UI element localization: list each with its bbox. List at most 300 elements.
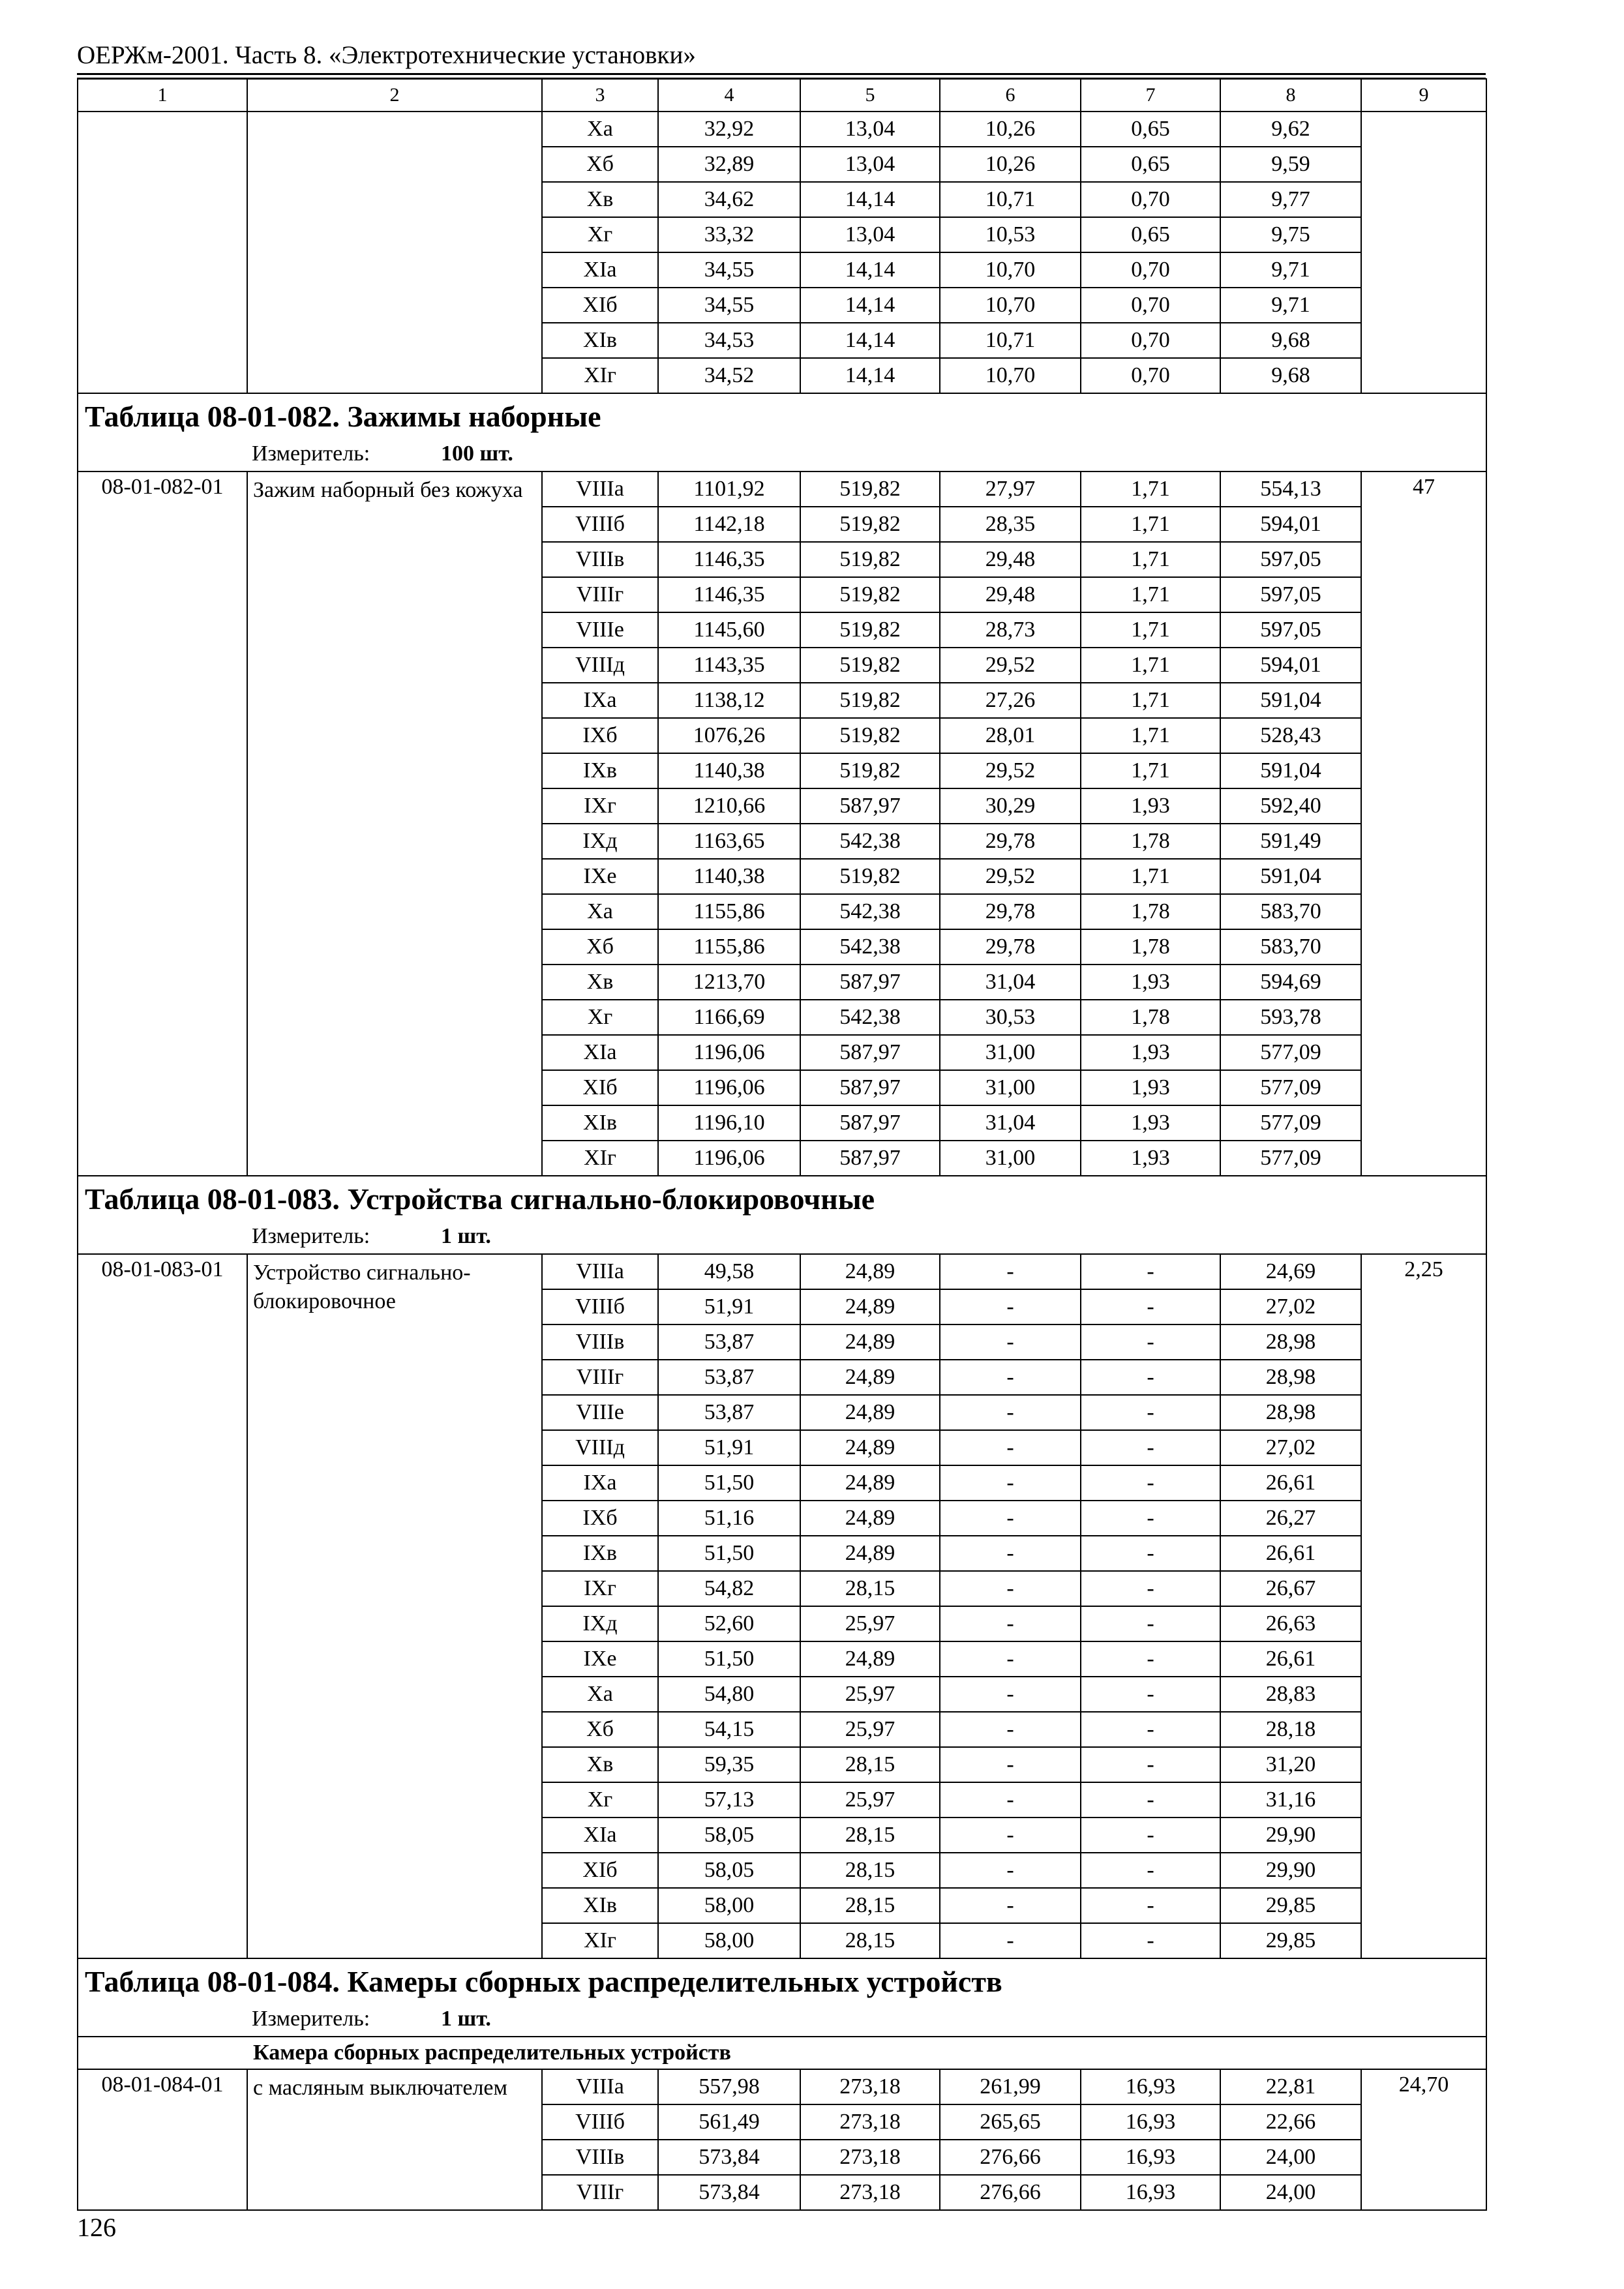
zone-cell: XIг [542,358,658,393]
value-cell-c7: 0,70 [1081,288,1220,323]
value-cell-c7: 1,71 [1081,753,1220,788]
value-cell-c7: 1,93 [1081,788,1220,824]
rates-table [77,78,1487,2211]
value-cell-c5: 25,97 [800,1606,940,1641]
value-cell-c5: 25,97 [800,1712,940,1747]
zone-cell: XIб [542,1070,658,1105]
column-number-row [78,79,1486,112]
table-row [78,2069,1486,2104]
zone-cell: IXб [542,718,658,753]
zone-cell: VIIIд [542,648,658,683]
value-cell-c7: 1,71 [1081,718,1220,753]
measure-line [85,1222,1486,1253]
table-title-cell [78,393,1486,471]
value-cell-c4: 1138,12 [658,683,800,718]
value-cell-c8: 24,00 [1220,2140,1361,2175]
value-cell-c5: 28,15 [800,1818,940,1853]
value-cell-c8: 26,67 [1220,1571,1361,1606]
value-cell-c5: 24,89 [800,1641,940,1677]
value-cell-c8: 26,61 [1220,1536,1361,1571]
name-cell-empty [247,112,542,393]
value-cell-c5: 14,14 [800,252,940,288]
zone-cell: IXа [542,683,658,718]
value-cell-c4: 51,91 [658,1430,800,1465]
value-cell-c6: - [940,1818,1081,1853]
value-cell-c4: 51,91 [658,1289,800,1324]
value-cell-c8: 29,90 [1220,1818,1361,1853]
header-rule [77,73,1486,75]
value-cell-c6: - [940,1712,1081,1747]
zone-cell: IXб [542,1501,658,1536]
value-cell-c5: 13,04 [800,217,940,252]
value-cell-c4: 59,35 [658,1747,800,1782]
value-cell-c8: 597,05 [1220,612,1361,648]
value-cell-c4: 32,92 [658,112,800,147]
zone-cell: Xа [542,112,658,147]
value-cell-c5: 25,97 [800,1677,940,1712]
value-cell-c7: 1,93 [1081,1141,1220,1176]
zone-cell: IXд [542,1606,658,1641]
value-cell-c4: 58,00 [658,1888,800,1923]
zone-cell: VIIIд [542,1430,658,1465]
value-cell-c8: 577,09 [1220,1035,1361,1070]
value-cell-c6: 10,70 [940,252,1081,288]
value-cell-c6: 30,29 [940,788,1081,824]
zone-cell: IXе [542,1641,658,1677]
measure-label: Измеритель: [252,441,370,466]
page-header: ОЕРЖм-2001. Часть 8. «Электротехнические установки» [77,41,696,69]
rate-code: 08-01-082-01 [78,471,247,1176]
measure-value: 100 шт. [441,441,513,466]
col9-value: 47 [1361,471,1486,1176]
value-cell-c6: - [940,1536,1081,1571]
zone-cell: IXе [542,859,658,894]
table-row [78,1254,1486,1289]
value-cell-c7: 1,93 [1081,1035,1220,1070]
value-cell-c6: 276,66 [940,2140,1081,2175]
value-cell-c6: 27,97 [940,471,1081,507]
value-cell-c6: - [940,1853,1081,1888]
value-cell-c8: 26,63 [1220,1606,1361,1641]
value-cell-c8: 9,71 [1220,288,1361,323]
value-cell-c4: 1155,86 [658,894,800,929]
value-cell-c4: 34,52 [658,358,800,393]
value-cell-c7: - [1081,1571,1220,1606]
value-cell-c8: 28,98 [1220,1324,1361,1360]
zone-cell: VIIIб [542,2104,658,2140]
value-cell-c5: 273,18 [800,2069,940,2104]
zone-cell: IXг [542,788,658,824]
value-cell-c7: 0,65 [1081,147,1220,182]
value-cell-c7: - [1081,1289,1220,1324]
value-cell-c5: 24,89 [800,1324,940,1360]
column-number-cell: 9 [1361,79,1486,112]
value-cell-c6: - [940,1465,1081,1501]
value-cell-c4: 52,60 [658,1606,800,1641]
zone-cell: IXд [542,824,658,859]
value-cell-c5: 519,82 [800,507,940,542]
value-cell-c4: 53,87 [658,1360,800,1395]
value-cell-c5: 587,97 [800,1105,940,1141]
column-number-cell: 3 [542,79,658,112]
value-cell-c6: 31,00 [940,1035,1081,1070]
value-cell-c7: - [1081,1395,1220,1430]
zone-cell: Xа [542,1677,658,1712]
zone-cell: XIа [542,1035,658,1070]
value-cell-c7: 1,78 [1081,824,1220,859]
value-cell-c8: 593,78 [1220,1000,1361,1035]
value-cell-c4: 51,50 [658,1641,800,1677]
value-cell-c8: 27,02 [1220,1430,1361,1465]
value-cell-c5: 24,89 [800,1430,940,1465]
table-title-row [78,1958,1486,2037]
column-number-cell: 8 [1220,79,1361,112]
column-number-cell: 2 [247,79,542,112]
value-cell-c7: - [1081,1677,1220,1712]
value-cell-c7: 0,70 [1081,182,1220,217]
value-cell-c7: 1,78 [1081,894,1220,929]
value-cell-c6: - [940,1254,1081,1289]
value-cell-c7: 16,93 [1081,2104,1220,2140]
value-cell-c6: 28,73 [940,612,1081,648]
value-cell-c7: - [1081,1324,1220,1360]
value-cell-c6: 29,78 [940,929,1081,965]
value-cell-c7: 0,65 [1081,217,1220,252]
value-cell-c5: 273,18 [800,2104,940,2140]
value-cell-c7: 16,93 [1081,2140,1220,2175]
zone-cell: IXв [542,753,658,788]
zone-cell: VIIIв [542,1324,658,1360]
value-cell-c7: - [1081,1501,1220,1536]
col9-cell-empty [1361,112,1486,393]
value-cell-c6: 10,70 [940,358,1081,393]
value-cell-c4: 58,05 [658,1818,800,1853]
value-cell-c4: 557,98 [658,2069,800,2104]
value-cell-c4: 1140,38 [658,753,800,788]
value-cell-c4: 54,80 [658,1677,800,1712]
value-cell-c5: 587,97 [800,1070,940,1105]
zone-cell: VIIIа [542,2069,658,2104]
value-cell-c5: 14,14 [800,323,940,358]
value-cell-c5: 24,89 [800,1254,940,1289]
zone-cell: VIIIг [542,1360,658,1395]
zone-cell: XIг [542,1141,658,1176]
value-cell-c4: 33,32 [658,217,800,252]
value-cell-c8: 591,49 [1220,824,1361,859]
value-cell-c5: 24,89 [800,1360,940,1395]
value-cell-c5: 542,38 [800,894,940,929]
value-cell-c7: - [1081,1747,1220,1782]
measure-value: 1 шт. [441,2007,491,2031]
value-cell-c4: 54,15 [658,1712,800,1747]
value-cell-c7: 1,71 [1081,683,1220,718]
value-cell-c7: - [1081,1465,1220,1501]
value-cell-c6: 10,53 [940,217,1081,252]
value-cell-c8: 26,61 [1220,1641,1361,1677]
measure-label: Измеритель: [252,1224,370,1248]
value-cell-c4: 34,55 [658,252,800,288]
measure-label: Измеритель: [252,2007,370,2031]
table-title: Таблица 08-01-084. Камеры сборных распределительных устройств [85,1965,1002,1998]
value-cell-c8: 31,16 [1220,1782,1361,1818]
value-cell-c6: 31,04 [940,1105,1081,1141]
value-cell-c5: 519,82 [800,542,940,577]
value-cell-c8: 24,00 [1220,2175,1361,2210]
value-cell-c4: 573,84 [658,2140,800,2175]
value-cell-c8: 591,04 [1220,859,1361,894]
value-cell-c6: - [940,1430,1081,1465]
zone-cell: XIв [542,1888,658,1923]
value-cell-c8: 22,81 [1220,2069,1361,2104]
value-cell-c6: 261,99 [940,2069,1081,2104]
value-cell-c8: 577,09 [1220,1105,1361,1141]
zone-cell: Xг [542,1000,658,1035]
value-cell-c7: 0,70 [1081,323,1220,358]
zone-cell: VIIIб [542,507,658,542]
value-cell-c7: - [1081,1853,1220,1888]
value-cell-c5: 587,97 [800,965,940,1000]
value-cell-c5: 519,82 [800,859,940,894]
rates-table-container [77,78,1486,2211]
value-cell-c8: 591,04 [1220,753,1361,788]
value-cell-c5: 28,15 [800,1747,940,1782]
zone-cell: XIг [542,1923,658,1958]
col9-value: 24,70 [1361,2069,1486,2210]
value-cell-c4: 1155,86 [658,929,800,965]
value-cell-c7: 0,65 [1081,112,1220,147]
value-cell-c5: 519,82 [800,648,940,683]
value-cell-c7: 1,93 [1081,965,1220,1000]
value-cell-c4: 53,87 [658,1324,800,1360]
value-cell-c7: - [1081,1254,1220,1289]
value-cell-c4: 1101,92 [658,471,800,507]
column-number-cell: 4 [658,79,800,112]
value-cell-c5: 519,82 [800,753,940,788]
measure-value: 1 шт. [441,1224,491,1248]
code-cell-empty [78,112,247,393]
zone-cell: Xа [542,894,658,929]
value-cell-c8: 577,09 [1220,1141,1361,1176]
value-cell-c5: 14,14 [800,358,940,393]
rate-name: Зажим наборный без кожуха [247,471,542,1176]
value-cell-c4: 1145,60 [658,612,800,648]
value-cell-c7: 1,78 [1081,1000,1220,1035]
value-cell-c5: 13,04 [800,147,940,182]
value-cell-c8: 29,90 [1220,1853,1361,1888]
value-cell-c6: 10,71 [940,182,1081,217]
value-cell-c4: 1213,70 [658,965,800,1000]
zone-cell: VIIIе [542,1395,658,1430]
zone-cell: XIв [542,323,658,358]
zone-cell: Xб [542,147,658,182]
zone-cell: Xв [542,182,658,217]
value-cell-c4: 1166,69 [658,1000,800,1035]
zone-cell: Xв [542,1747,658,1782]
value-cell-c4: 53,87 [658,1395,800,1430]
value-cell-c4: 54,82 [658,1571,800,1606]
value-cell-c6: - [940,1289,1081,1324]
value-cell-c4: 34,53 [658,323,800,358]
table-title: Таблица 08-01-082. Зажимы наборные [85,400,601,433]
value-cell-c6: 29,52 [940,859,1081,894]
value-cell-c6: 29,78 [940,894,1081,929]
value-cell-c7: 1,71 [1081,859,1220,894]
column-number-cell: 5 [800,79,940,112]
value-cell-c8: 26,27 [1220,1501,1361,1536]
zone-cell: VIIIг [542,577,658,612]
value-cell-c4: 1146,35 [658,542,800,577]
value-cell-c5: 587,97 [800,1035,940,1070]
value-cell-c7: - [1081,1430,1220,1465]
zone-cell: Xг [542,1782,658,1818]
value-cell-c5: 519,82 [800,612,940,648]
value-cell-c7: - [1081,1606,1220,1641]
value-cell-c8: 9,68 [1220,323,1361,358]
value-cell-c8: 28,18 [1220,1712,1361,1747]
value-cell-c7: 1,71 [1081,507,1220,542]
value-cell-c8: 28,98 [1220,1395,1361,1430]
value-cell-c5: 24,89 [800,1395,940,1430]
value-cell-c8: 9,59 [1220,147,1361,182]
value-cell-c5: 519,82 [800,471,940,507]
value-cell-c8: 9,77 [1220,182,1361,217]
value-cell-c6: 29,52 [940,753,1081,788]
value-cell-c7: - [1081,1818,1220,1853]
value-cell-c6: 10,70 [940,288,1081,323]
value-cell-c7: - [1081,1923,1220,1958]
zone-cell: VIIIв [542,542,658,577]
rate-name: с масляным выключателем [247,2069,542,2210]
table-row [78,471,1486,507]
value-cell-c5: 519,82 [800,683,940,718]
value-cell-c8: 591,04 [1220,683,1361,718]
value-cell-c4: 49,58 [658,1254,800,1289]
value-cell-c6: 31,04 [940,965,1081,1000]
zone-cell: IXв [542,1536,658,1571]
column-number-cell: 6 [940,79,1081,112]
zone-cell: VIIIа [542,471,658,507]
value-cell-c8: 28,83 [1220,1677,1361,1712]
value-cell-c6: 31,00 [940,1141,1081,1176]
value-cell-c5: 28,15 [800,1888,940,1923]
table-title-row [78,393,1486,471]
value-cell-c4: 57,13 [658,1782,800,1818]
table-title: Таблица 08-01-083. Устройства сигнально-блокировочные [85,1182,875,1216]
value-cell-c4: 1076,26 [658,718,800,753]
value-cell-c4: 32,89 [658,147,800,182]
value-cell-c6: - [940,1677,1081,1712]
value-cell-c6: - [940,1606,1081,1641]
value-cell-c7: 1,71 [1081,542,1220,577]
value-cell-c4: 1196,06 [658,1035,800,1070]
value-cell-c7: - [1081,1888,1220,1923]
value-cell-c5: 25,97 [800,1782,940,1818]
value-cell-c7: 16,93 [1081,2069,1220,2104]
zone-cell: IXа [542,1465,658,1501]
value-cell-c8: 26,61 [1220,1465,1361,1501]
value-cell-c8: 24,69 [1220,1254,1361,1289]
zone-cell: XIб [542,1853,658,1888]
value-cell-c6: - [940,1747,1081,1782]
value-cell-c7: 16,93 [1081,2175,1220,2210]
value-cell-c5: 24,89 [800,1465,940,1501]
zone-cell: XIв [542,1105,658,1141]
value-cell-c4: 1196,10 [658,1105,800,1141]
value-cell-c8: 597,05 [1220,542,1361,577]
value-cell-c5: 542,38 [800,824,940,859]
zone-cell: Xб [542,1712,658,1747]
table-title-cell [78,1176,1486,1254]
value-cell-c8: 592,40 [1220,788,1361,824]
value-cell-c4: 51,50 [658,1536,800,1571]
value-cell-c8: 9,75 [1220,217,1361,252]
value-cell-c6: 29,78 [940,824,1081,859]
value-cell-c5: 28,15 [800,1571,940,1606]
value-cell-c8: 28,98 [1220,1360,1361,1395]
value-cell-c7: 1,71 [1081,471,1220,507]
value-cell-c7: 1,71 [1081,612,1220,648]
value-cell-c4: 58,05 [658,1853,800,1888]
subheading: Камера сборных распределительных устройств [78,2037,1486,2069]
value-cell-c5: 14,14 [800,288,940,323]
value-cell-c7: 1,71 [1081,648,1220,683]
zone-cell: VIIIв [542,2140,658,2175]
value-cell-c4: 51,16 [658,1501,800,1536]
value-cell-c6: 10,26 [940,147,1081,182]
value-cell-c7: - [1081,1536,1220,1571]
value-cell-c4: 51,50 [658,1465,800,1501]
value-cell-c4: 573,84 [658,2175,800,2210]
value-cell-c7: - [1081,1712,1220,1747]
value-cell-c7: 1,71 [1081,577,1220,612]
page-number: 126 [77,2213,116,2242]
value-cell-c8: 29,85 [1220,1923,1361,1958]
value-cell-c5: 24,89 [800,1501,940,1536]
zone-cell: VIIIе [542,612,658,648]
value-cell-c8: 577,09 [1220,1070,1361,1105]
table-title-cell [78,1958,1486,2037]
value-cell-c5: 542,38 [800,1000,940,1035]
value-cell-c7: 0,70 [1081,252,1220,288]
value-cell-c6: - [940,1888,1081,1923]
value-cell-c5: 273,18 [800,2140,940,2175]
value-cell-c5: 28,15 [800,1853,940,1888]
zone-cell: XIа [542,252,658,288]
value-cell-c4: 1146,35 [658,577,800,612]
value-cell-c4: 1142,18 [658,507,800,542]
value-cell-c6: 29,52 [940,648,1081,683]
value-cell-c6: - [940,1360,1081,1395]
value-cell-c6: 31,00 [940,1070,1081,1105]
value-cell-c5: 24,89 [800,1536,940,1571]
value-cell-c4: 1196,06 [658,1070,800,1105]
zone-cell: VIIIг [542,2175,658,2210]
value-cell-c7: - [1081,1641,1220,1677]
zone-cell: VIIIа [542,1254,658,1289]
value-cell-c6: 28,35 [940,507,1081,542]
value-cell-c7: - [1081,1360,1220,1395]
value-cell-c8: 9,71 [1220,252,1361,288]
value-cell-c4: 34,55 [658,288,800,323]
column-number-cell: 7 [1081,79,1220,112]
value-cell-c5: 28,15 [800,1923,940,1958]
table-row [78,112,1486,147]
value-cell-c8: 528,43 [1220,718,1361,753]
value-cell-c6: 276,66 [940,2175,1081,2210]
value-cell-c5: 519,82 [800,718,940,753]
value-cell-c6: 29,48 [940,577,1081,612]
value-cell-c6: - [940,1324,1081,1360]
